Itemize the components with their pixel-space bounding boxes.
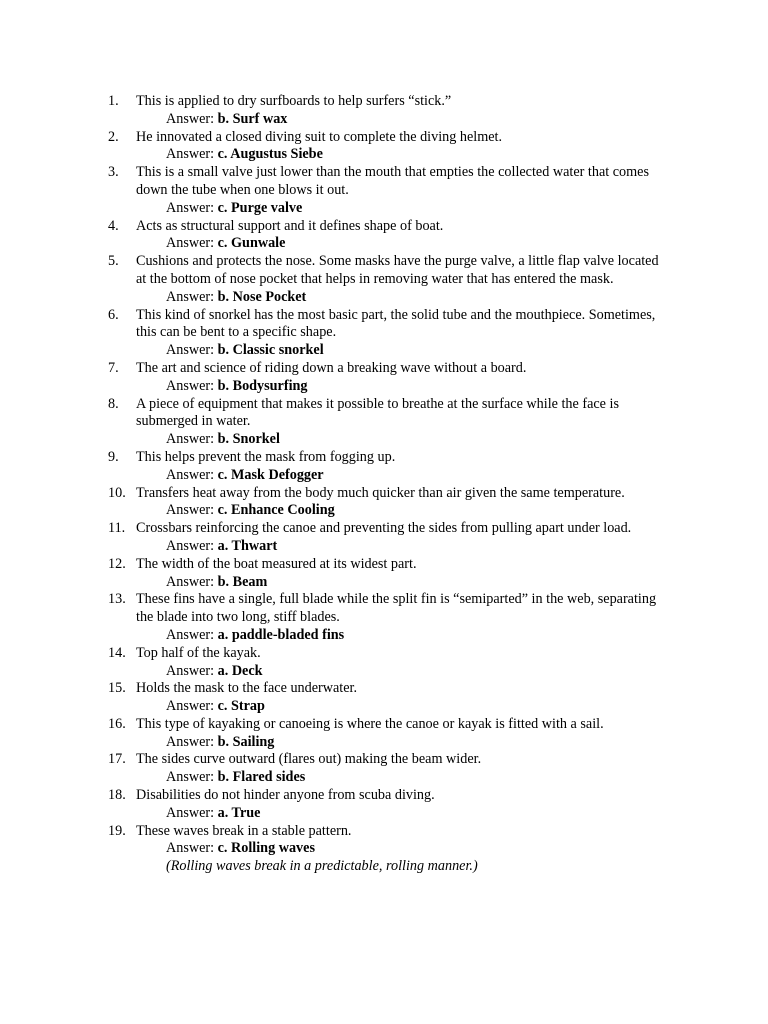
list-item-2 — [108, 129, 668, 165]
answer-label: Answer: — [166, 466, 218, 483]
question-text: This is applied to dry surfboards to help surfers “stick.” — [136, 93, 452, 109]
answer-label: Answer: — [166, 342, 218, 359]
answer-line — [136, 378, 668, 396]
answer-value: b. Flared sides — [217, 769, 306, 786]
answer-line — [136, 200, 668, 218]
answer-label: Answer: — [166, 110, 218, 127]
answer-value: b. Nose Pocket — [217, 288, 307, 305]
question-text: This type of kayaking or canoeing is where the canoe or kayak is fitted with a sail. — [136, 715, 604, 732]
list-item-14 — [108, 645, 668, 681]
list-item-12 — [108, 556, 668, 592]
question-text: Acts as structural support and it defines shape of boat. — [136, 217, 444, 234]
item-number: 12. — [108, 555, 126, 572]
item-number: 18. — [108, 787, 126, 804]
question-text: This helps prevent the mask from fogging up. — [136, 448, 396, 465]
answer-value: b. Sailing — [217, 733, 275, 750]
answer-line — [136, 840, 668, 858]
question-text: Top half of the kayak. — [136, 644, 261, 661]
question-answer-list — [108, 93, 668, 876]
item-number: 9. — [108, 448, 119, 465]
answer-value: b. Snorkel — [217, 431, 280, 448]
question-text: These fins have a single, full blade while the split fin is “semiparted” in the web, separating the blade into two long, stiff blades. — [136, 591, 657, 626]
list-item-6 — [108, 307, 668, 360]
answer-label: Answer: — [166, 146, 218, 163]
answer-label: Answer: — [166, 733, 218, 750]
item-number: 13. — [108, 591, 126, 608]
answer-label: Answer: — [166, 626, 218, 643]
answer-value: c. Purge valve — [217, 199, 303, 216]
answer-label: Answer: — [166, 698, 218, 715]
item-number: 19. — [108, 822, 126, 839]
answer-line — [136, 698, 668, 716]
answer-label: Answer: — [166, 840, 218, 857]
question-text: Crossbars reinforcing the canoe and preventing the sides from pulling apart under load. — [136, 520, 632, 537]
question-text: The sides curve outward (flares out) making the beam wider. — [136, 751, 482, 768]
answer-label: Answer: — [166, 431, 218, 448]
question-text: The width of the boat measured at its widest part. — [136, 555, 417, 572]
item-number: 16. — [108, 715, 126, 732]
item-number: 1. — [108, 93, 119, 109]
list-item-3 — [108, 164, 668, 217]
question-text: Disabilities do not hinder anyone from scuba diving. — [136, 787, 435, 804]
question-text: Holds the mask to the face underwater. — [136, 680, 358, 697]
list-item-15 — [108, 680, 668, 716]
item-number: 7. — [108, 359, 119, 376]
question-text: A piece of equipment that makes it possible to breathe at the surface while the face is submerged in water. — [136, 395, 619, 430]
answer-line — [136, 342, 668, 360]
answer-line — [136, 627, 668, 645]
item-number: 14. — [108, 644, 126, 661]
item-number: 11. — [108, 520, 126, 537]
list-item-19 — [108, 823, 668, 876]
answer-value: c. Rolling waves — [217, 840, 315, 857]
answer-value: c. Augustus Siebe — [217, 146, 323, 163]
item-number: 10. — [108, 484, 126, 501]
answer-line — [136, 289, 668, 307]
list-item-16 — [108, 716, 668, 752]
list-item-13 — [108, 591, 668, 644]
item-number: 3. — [108, 164, 119, 181]
answer-line — [136, 538, 668, 556]
question-text: These waves break in a stable pattern. — [136, 822, 352, 839]
answer-value: b. Surf wax — [217, 110, 288, 127]
answer-value: c. Gunwale — [217, 235, 286, 252]
list-item-4 — [108, 218, 668, 254]
answer-value: b. Classic snorkel — [217, 342, 324, 359]
answer-line — [136, 734, 668, 752]
answer-label: Answer: — [166, 377, 218, 394]
answer-label: Answer: — [166, 537, 218, 554]
answer-label: Answer: — [166, 502, 218, 519]
answer-label: Answer: — [166, 199, 218, 216]
answer-value: b. Beam — [217, 573, 268, 590]
item-number: 15. — [108, 680, 126, 697]
answer-note: (Rolling waves break in a predictable, rolling manner.) — [166, 858, 478, 875]
answer-value: c. Mask Defogger — [217, 466, 324, 483]
question-text: This is a small valve just lower than the mouth that empties the collected water that comes down the tube when one blows it out. — [136, 164, 649, 198]
item-number: 8. — [108, 395, 119, 412]
answer-line — [136, 502, 668, 520]
question-text: He innovated a closed diving suit to complete the diving helmet. — [136, 128, 503, 145]
question-text: Cushions and protects the nose. Some masks have the purge valve, a little flap valve located at the bottom of nose pocket that helps in removing water that has entered the mask. — [136, 253, 659, 287]
list-item-7 — [108, 360, 668, 396]
list-item-1 — [108, 93, 668, 129]
list-item-18 — [108, 787, 668, 823]
answer-value: a. True — [217, 804, 261, 821]
question-text: The art and science of riding down a breaking wave without a board. — [136, 359, 527, 376]
list-item-8 — [108, 396, 668, 449]
list-item-5 — [108, 253, 668, 306]
answer-value: b. Bodysurfing — [217, 377, 308, 394]
answer-value: a. paddle-bladed fins — [217, 626, 345, 643]
answer-label: Answer: — [166, 769, 218, 786]
item-number: 2. — [108, 128, 119, 145]
answer-line — [136, 769, 668, 787]
list-item-9 — [108, 449, 668, 485]
list-item-10 — [108, 485, 668, 521]
answer-label: Answer: — [166, 573, 218, 590]
answer-line — [136, 467, 668, 485]
answer-value: a. Deck — [217, 662, 263, 679]
answer-line — [136, 235, 668, 253]
list-item-11 — [108, 520, 668, 556]
answer-line — [136, 663, 668, 681]
list-item-17 — [108, 751, 668, 787]
question-text: Transfers heat away from the body much quicker than air given the same temperature. — [136, 484, 625, 501]
question-text: This kind of snorkel has the most basic part, the solid tube and the mouthpiece. Sometimes, this can be bent to a specific shape. — [136, 306, 656, 341]
answer-label: Answer: — [166, 235, 218, 252]
answer-value: a. Thwart — [217, 537, 278, 554]
item-number: 17. — [108, 751, 126, 768]
answer-line — [136, 146, 668, 164]
answer-line — [136, 574, 668, 592]
answer-line — [136, 111, 668, 129]
answer-label: Answer: — [166, 662, 218, 679]
answer-label: Answer: — [166, 804, 218, 821]
answer-label: Answer: — [166, 288, 218, 305]
item-number: 6. — [108, 306, 119, 323]
answer-line — [136, 805, 668, 823]
item-number: 4. — [108, 217, 119, 234]
answer-value: c. Enhance Cooling — [217, 502, 335, 519]
item-number: 5. — [108, 253, 119, 270]
answer-line — [136, 431, 668, 449]
answer-value: c. Strap — [217, 698, 265, 715]
